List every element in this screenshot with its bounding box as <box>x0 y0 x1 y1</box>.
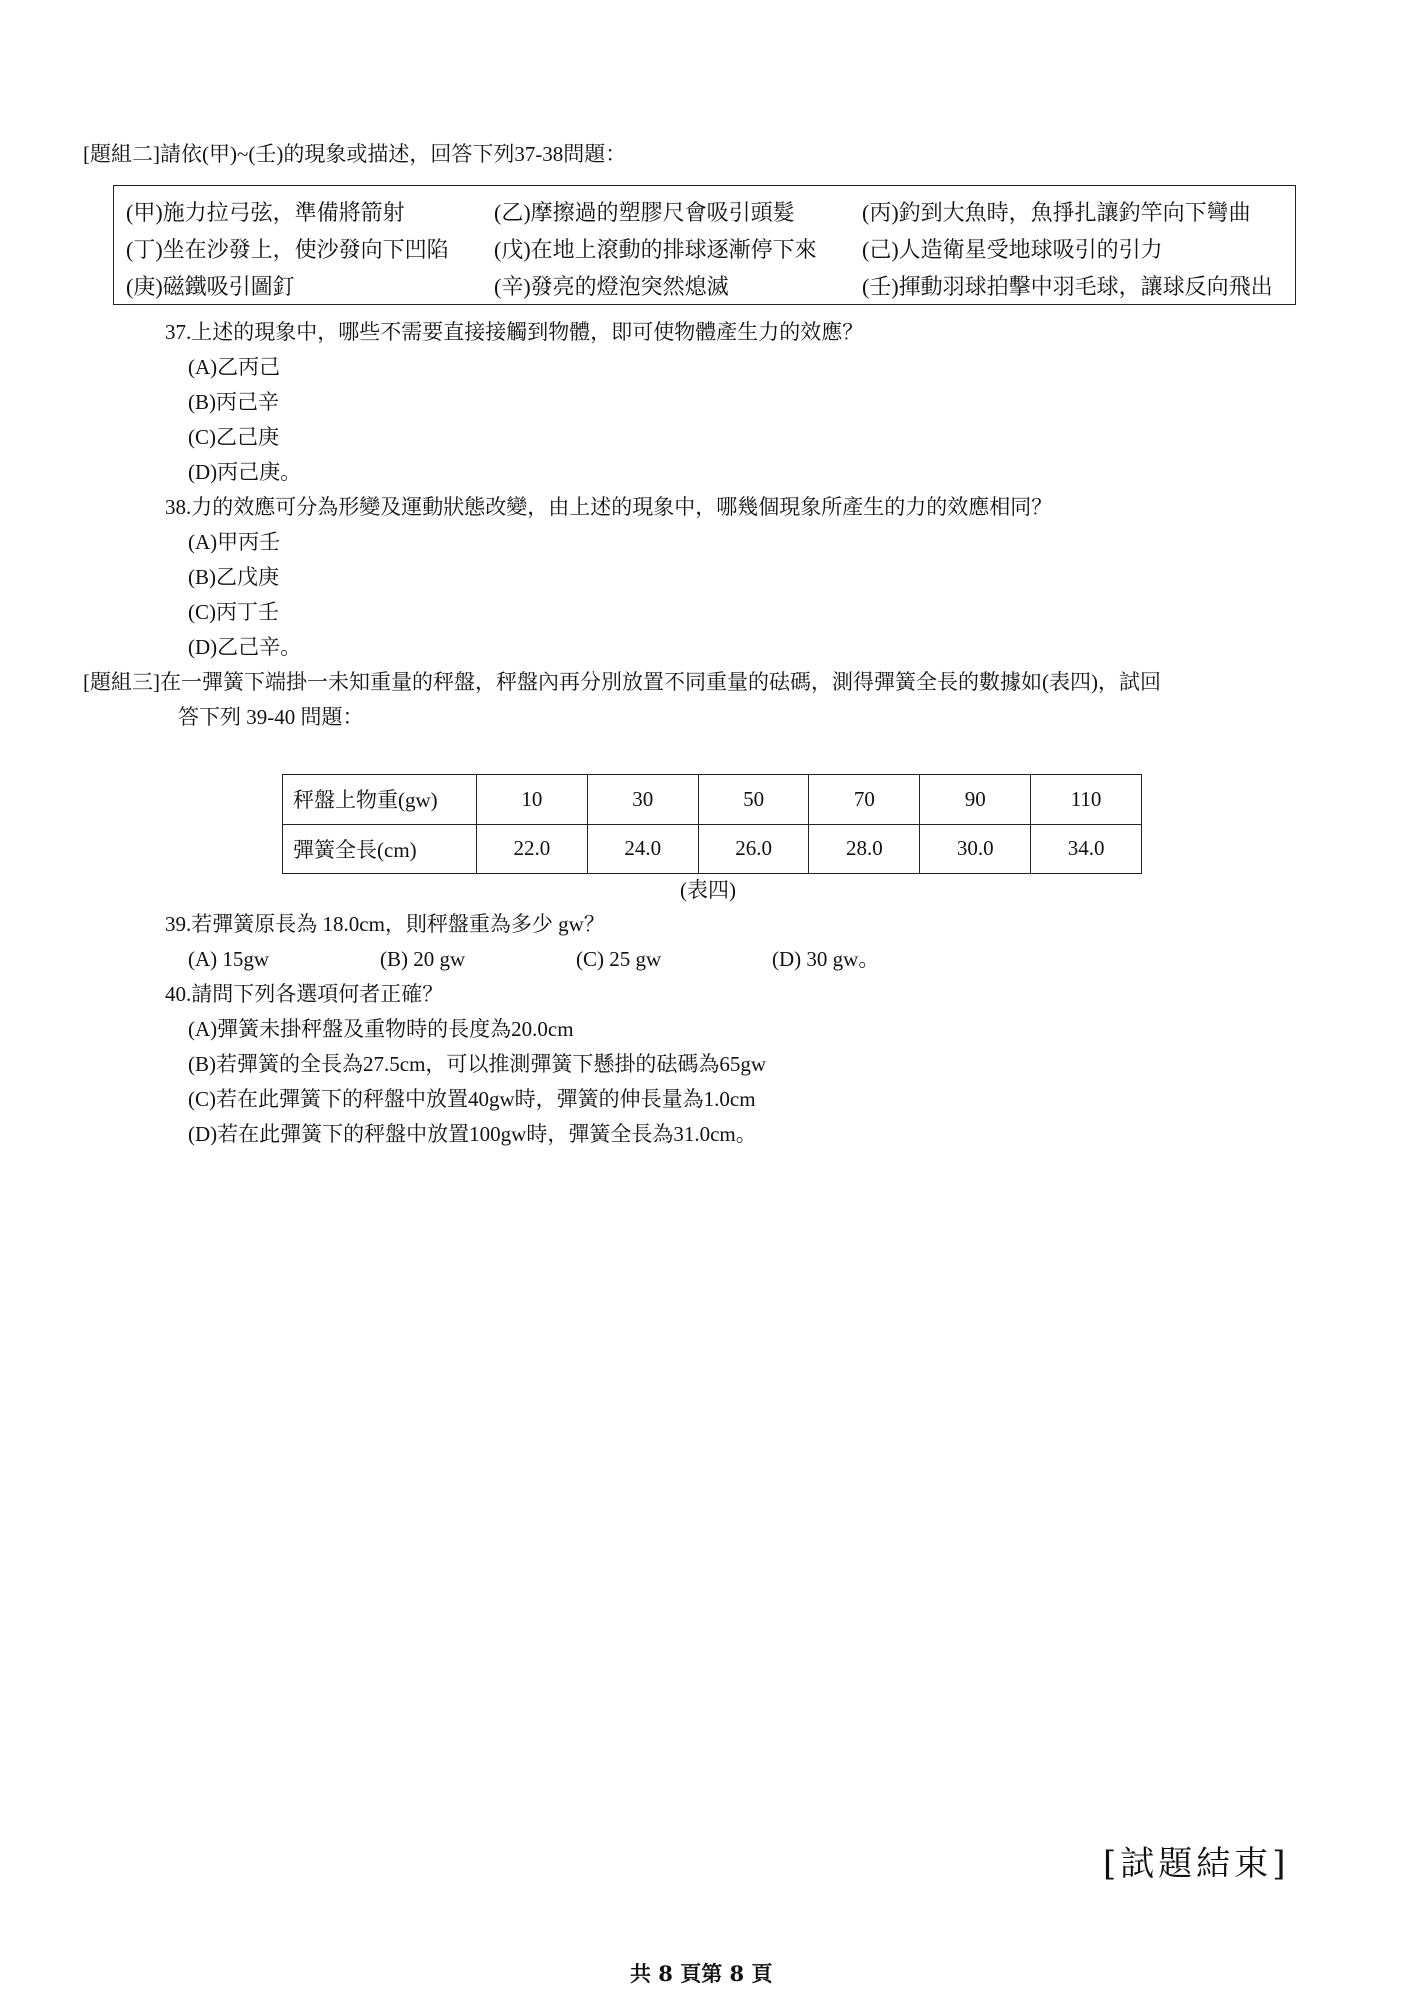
phenomenon-geng: (庚)磁鐵吸引圖釘 <box>126 274 295 299</box>
phenomenon-ding: (丁)坐在沙發上，使沙發向下凹陷 <box>126 237 449 262</box>
question-37-option-a: (A)乙丙己 <box>188 355 281 379</box>
question-38-option-b: (B)乙戊庚 <box>188 565 279 589</box>
question-39-option-a: (A) 15gw <box>188 947 270 971</box>
question-38-option-d: (D)乙己辛。 <box>188 635 302 659</box>
table-row-header: 秤盤上物重(gw) <box>283 775 477 825</box>
table-row <box>283 824 1142 874</box>
phenomenon-xin: (辛)發亮的燈泡突然熄滅 <box>494 274 729 299</box>
table-caption: (表四) <box>680 878 736 902</box>
table-row-header: 彈簧全長(cm) <box>283 824 477 874</box>
group3-heading-line1: [題組三]在一彈簧下端掛一未知重量的秤盤，秤盤內再分別放置不同重量的砝碼，測得彈簧全長的數據如(表四)，試回 <box>83 670 1161 694</box>
question-38-option-c: (C)丙丁壬 <box>188 600 279 624</box>
phenomenon-ren: (壬)揮動羽球拍擊中羽毛球，讓球反向飛出 <box>862 274 1273 299</box>
table-cell: 70 <box>809 775 920 825</box>
table-cell: 22.0 <box>477 824 588 874</box>
question-38-option-a: (A)甲丙壬 <box>188 530 281 554</box>
table-cell: 34.0 <box>1031 824 1142 874</box>
exam-end-mark: [試題結束] <box>1103 1844 1290 1884</box>
question-37-stem: 37.上述的現象中，哪些不需要直接接觸到物體，即可使物體產生力的效應？ <box>165 320 864 344</box>
question-40-option-d: (D)若在此彈簧下的秤盤中放置100gw時，彈簧全長為31.0cm。 <box>188 1122 757 1146</box>
spring-data-table <box>282 774 1142 874</box>
phenomenon-ji: (己)人造衛星受地球吸引的引力 <box>862 237 1163 262</box>
table-cell: 10 <box>477 775 588 825</box>
table-cell: 30 <box>587 775 698 825</box>
phenomenon-yi: (乙)摩擦過的塑膠尺會吸引頭髮 <box>494 200 795 225</box>
question-40-option-b: (B)若彈簧的全長為27.5cm，可以推測彈簧下懸掛的砝碼為65gw <box>188 1052 767 1076</box>
question-37-option-d: (D)丙己庚。 <box>188 460 302 484</box>
table-cell: 30.0 <box>920 824 1031 874</box>
question-39-option-c: (C) 25 gw <box>576 947 662 971</box>
question-38-stem: 38.力的效應可分為形變及運動狀態改變，由上述的現象中，哪幾個現象所產生的力的效應相同？ <box>165 495 1053 519</box>
phenomenon-jia: (甲)施力拉弓弦，準備將箭射 <box>126 200 405 225</box>
question-40-stem: 40.請問下列各選項何者正確？ <box>165 982 444 1006</box>
table-cell: 90 <box>920 775 1031 825</box>
phenomenon-wu: (戊)在地上滾動的排球逐漸停下來 <box>494 237 817 262</box>
question-37-option-b: (B)丙己辛 <box>188 390 279 414</box>
question-39-option-d: (D) 30 gw。 <box>772 947 880 971</box>
phenomenon-bing: (丙)釣到大魚時，魚掙扎讓釣竿向下彎曲 <box>862 200 1251 225</box>
table-cell: 110 <box>1031 775 1142 825</box>
table-cell: 50 <box>698 775 809 825</box>
question-37-option-c: (C)乙己庚 <box>188 425 279 449</box>
page-footer: 共 8 頁第 8 頁 <box>630 1961 773 1986</box>
question-39-option-b: (B) 20 gw <box>380 947 466 971</box>
group3-heading-line2: 答下列 39-40 問題： <box>178 705 364 729</box>
phenomena-box <box>113 185 1296 305</box>
group2-heading: [題組二]請依(甲)~(壬)的現象或描述，回答下列37-38問題： <box>83 142 627 166</box>
question-39-stem: 39.若彈簧原長為 18.0cm，則秤盤重為多少 gw？ <box>165 912 605 936</box>
table-cell: 28.0 <box>809 824 920 874</box>
table-cell: 26.0 <box>698 824 809 874</box>
question-40-option-a: (A)彈簧未掛秤盤及重物時的長度為20.0cm <box>188 1017 574 1041</box>
question-40-option-c: (C)若在此彈簧下的秤盤中放置40gw時，彈簧的伸長量為1.0cm <box>188 1087 756 1111</box>
table-row <box>283 775 1142 825</box>
table-cell: 24.0 <box>587 824 698 874</box>
